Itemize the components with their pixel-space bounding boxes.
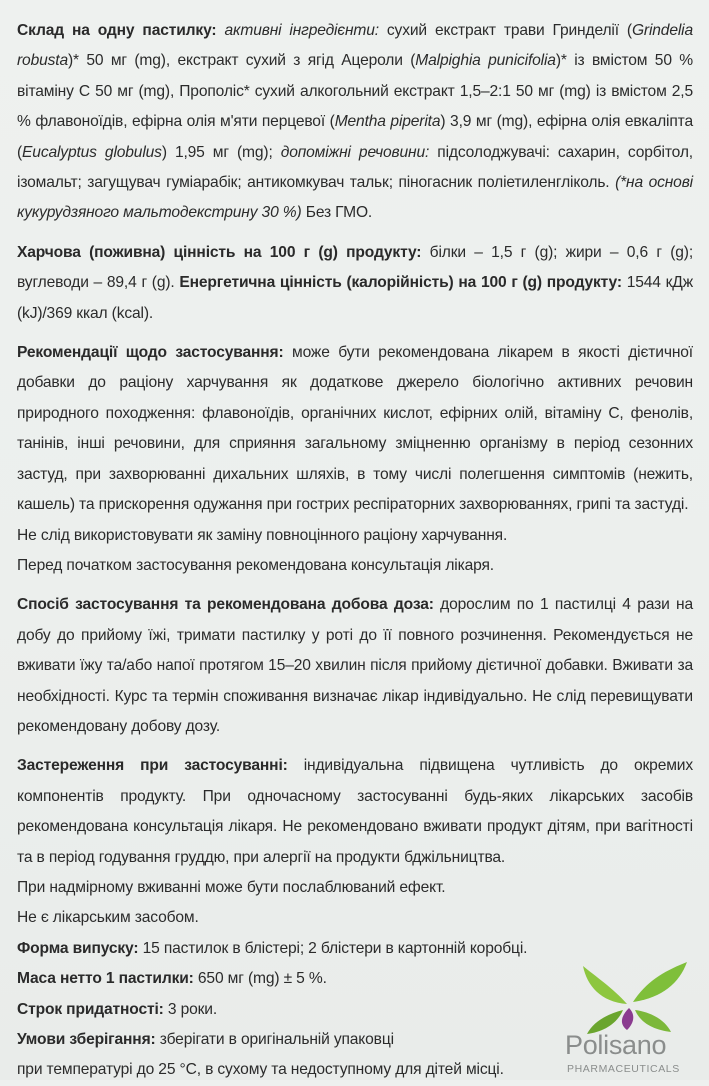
recommendations-note-1: Не слід використовувати як заміну повноцінного раціону харчування. bbox=[17, 526, 508, 544]
recommendations-label: Рекомендації щодо застосування: bbox=[17, 344, 284, 362]
warnings-note-1: При надмірному вживанні може бути послаблюваний ефект. bbox=[17, 878, 446, 896]
warnings-paragraph bbox=[17, 751, 693, 873]
auxiliary-label: допоміжні речовини: bbox=[280, 143, 430, 161]
composition-text: підсолоджувачі: сахарин, сорбітол, ізомальт; загущувач гуміарабік; антикомкувач тальк; піногасник поліетиленгліколь. bbox=[17, 143, 693, 192]
dosage-label: Спосіб застосування та рекомендована добова доза: bbox=[17, 596, 434, 614]
nutrition-paragraph bbox=[17, 238, 693, 329]
shelf-life-text: 3 роки. bbox=[163, 1000, 218, 1018]
latin-name: Mentha piperita bbox=[334, 113, 441, 131]
latin-name: Malpighia punicifolia bbox=[415, 52, 556, 70]
warnings-note-2: Не є лікарським засобом. bbox=[17, 909, 199, 927]
form-text: 15 пастилок в блістері; 2 блістери в картонній коробці. bbox=[138, 939, 528, 957]
recommendations-text: може бути рекомендована лікарем в якості дієтичної добавки до раціону харчування як додаткове джерело біологічно активних речовин природного походження: флавоноїдів, органічних кислот, ефірних олій, вітаміну С, фенолів, танінів, інші речовини, для сприяння загальному зміцненню організму в період сезонних застуд, при захворюванні дихальних шляхів, в тому числі полегшення симптомів (нежить, кашель) та прискорення одужання при гострих респіраторних захворюваннях, грипі та застуді. bbox=[17, 344, 693, 514]
dosage-text: дорослим по 1 пастилці 4 рази на добу до прийому їжі, тримати пастилку у роті до її повного розчинення. Рекомендується не вживати їжу та/або напої протягом 15–20 хвилин після прийому дієтичної добавки. Вживати за необхідності. Курс та термін споживання визначає лікар індивідуально. Не слід перевищувати рекомендовану добову дозу. bbox=[17, 596, 693, 735]
storage-text: зберігати в оригінальній упаковці bbox=[155, 1031, 394, 1048]
composition-text: ) 1,95 мг (mg); bbox=[161, 143, 281, 161]
recommendations-paragraph bbox=[17, 338, 693, 520]
composition-text: )* 50 мг (mg), екстракт сухий з ягід Ацероли ( bbox=[67, 52, 416, 70]
form-label: Форма випуску: bbox=[17, 939, 139, 957]
polisano-leaf-logo-icon bbox=[561, 958, 701, 1080]
dosage-paragraph bbox=[17, 590, 693, 742]
brand-name: Polisano bbox=[565, 1030, 667, 1060]
energy-label: Енергетична цінність (калорійність) на 100 г (g) продукту: bbox=[179, 274, 622, 292]
warnings-label: Застереження при застосуванні: bbox=[17, 757, 288, 775]
shelf-life-label: Строк придатності: bbox=[17, 1000, 164, 1018]
product-info-text bbox=[17, 16, 693, 1086]
active-ingredients-label: активні інгредієнти: bbox=[224, 22, 379, 39]
composition-label: Склад на одну пастилку: bbox=[17, 22, 217, 39]
brand-subtitle: PHARMACEUTICALS bbox=[567, 1063, 680, 1075]
storage-line-2: при температурі до 25 °С, в сухому та недоступному для дітей місці. bbox=[17, 1061, 504, 1079]
composition-text: ) 3,9 мг (mg), ефірна олія евкаліпта ( bbox=[17, 113, 693, 161]
gmo-free-note: Без ГМО. bbox=[301, 204, 373, 222]
latin-name: Grindelia robusta bbox=[17, 22, 693, 70]
energy-values: 1544 кДж (kJ)/369 ккал (kcal). bbox=[17, 274, 693, 322]
nutrition-label: Харчова (поживна) цінність на 100 г (g) продукту: bbox=[17, 243, 422, 261]
composition-text: сухий екстракт трави Гринделії ( bbox=[378, 22, 632, 39]
mass-text: 650 мг (mg) ± 5 %. bbox=[193, 970, 327, 988]
mass-label: Маса нетто 1 пастилки: bbox=[17, 970, 194, 988]
nutrition-values: білки – 1,5 г (g); жири – 0,6 г (g); вуглеводи – 89,4 г (g). bbox=[17, 243, 694, 292]
recommendations-note-2: Перед початком застосування рекомендована консультація лікаря. bbox=[17, 556, 494, 574]
warnings-text: індивідуальна підвищена чутливість до окремих компонентів продукту. При одночасному застосуванні будь-яких лікарських засобів рекомендована консультація лікаря. Не рекомендовано вживати продукт дітям, при вагітності та в період годування груддю, при алергії на продукти бджільництва. bbox=[17, 757, 693, 866]
latin-name: Eucalyptus globulus bbox=[22, 143, 162, 161]
composition-text: )* із вмістом 50 % вітаміну С 50 мг (mg), Прополіс* сухий алкогольний екстракт 1,5–2:1 50 мг (mg) із вмістом 2,5 % флавоноїдів, ефірна олія м'яти перцевої ( bbox=[17, 52, 693, 131]
maltodextrin-note: (*на основі кукурудзяного мальтодекстрину 30 %) bbox=[17, 174, 693, 222]
composition-paragraph bbox=[17, 16, 693, 229]
storage-label: Умови зберігання: bbox=[17, 1031, 156, 1048]
